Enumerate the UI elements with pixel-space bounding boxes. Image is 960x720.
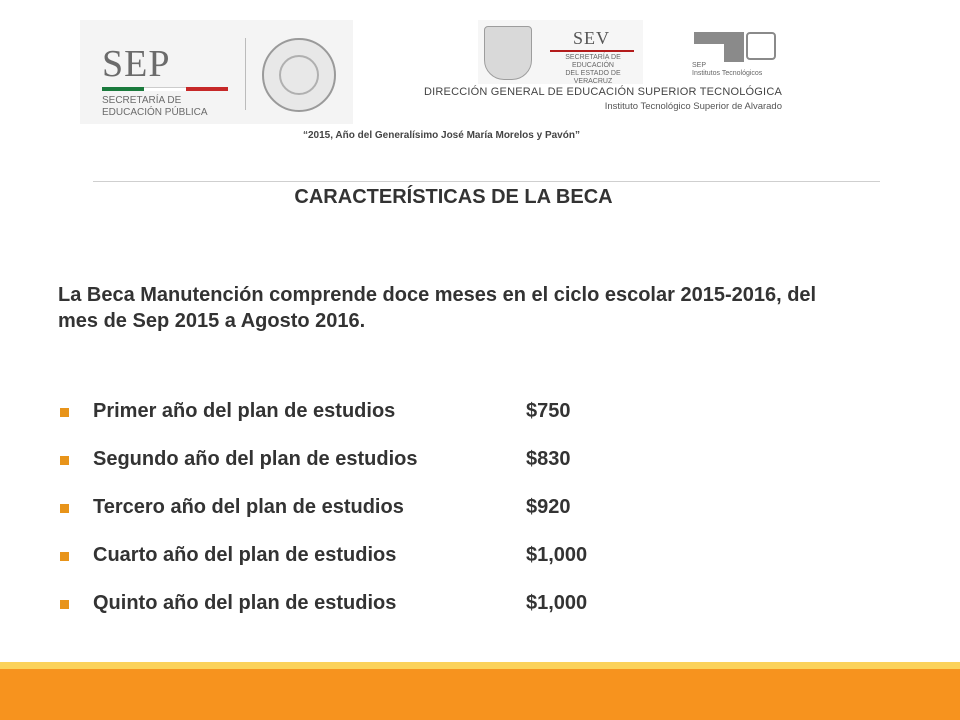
mexico-seal-icon <box>262 38 336 112</box>
sep-logo-divider <box>245 38 246 110</box>
sep-logo <box>80 20 353 124</box>
tecnologicos-mark-icon <box>694 32 744 62</box>
institutos-tecnologicos-logo <box>690 28 780 78</box>
tecnologicos-seal-icon <box>746 32 776 60</box>
sev-logo-word: SEV <box>573 28 611 48</box>
sep-logo-tricolor-bar <box>102 87 228 91</box>
sev-logo-line <box>550 50 634 52</box>
square-bullet-icon <box>60 408 69 417</box>
direction-title: DIRECCIÓN GENERAL DE EDUCACIÓN SUPERIOR TECNOLÓGICA <box>424 86 782 98</box>
square-bullet-icon <box>60 600 69 609</box>
item-amount: $1,000 <box>526 544 588 566</box>
item-label: Tercero año del plan de estudios <box>93 496 404 518</box>
footer-accent-strip <box>0 662 960 669</box>
item-label: Cuarto año del plan de estudios <box>93 544 397 566</box>
square-bullet-icon <box>60 456 69 465</box>
item-label: Segundo año del plan de estudios <box>93 448 418 470</box>
sev-logo-subtitle: SECRETARÍA DE EDUCACIÓN DEL ESTADO DE VERACRUZ <box>565 54 621 85</box>
item-label: Primer año del plan de estudios <box>93 400 396 422</box>
institute-name: Instituto Tecnológico Superior de Alvarado <box>604 101 782 112</box>
sep-logo-subtitle: SECRETARÍA DE EDUCACIÓN PÚBLICA <box>102 95 208 118</box>
square-bullet-icon <box>60 552 69 561</box>
item-amount: $920 <box>526 496 571 518</box>
item-amount: $1,000 <box>526 592 588 614</box>
intro-paragraph: La Beca Manutención comprende doce meses en el ciclo escolar 2015-2016, del mes de Sep 2015 a Agosto 2016. <box>58 284 817 332</box>
item-amount: $750 <box>526 400 571 422</box>
header-divider <box>93 181 880 182</box>
sep-logo-word: SEP <box>102 43 171 85</box>
sev-logo <box>478 20 643 84</box>
it-logo-subtitle: SEP Institutos Tecnológicos <box>692 62 763 77</box>
year-motto: “2015, Año del Generalísimo José María Morelos y Pavón” <box>303 130 580 141</box>
item-amount: $830 <box>526 448 571 470</box>
page-title: CARACTERÍSTICAS DE LA BECA <box>294 186 613 208</box>
footer-bar <box>0 669 960 720</box>
square-bullet-icon <box>60 504 69 513</box>
item-label: Quinto año del plan de estudios <box>93 592 397 614</box>
veracruz-shield-icon <box>484 26 532 80</box>
